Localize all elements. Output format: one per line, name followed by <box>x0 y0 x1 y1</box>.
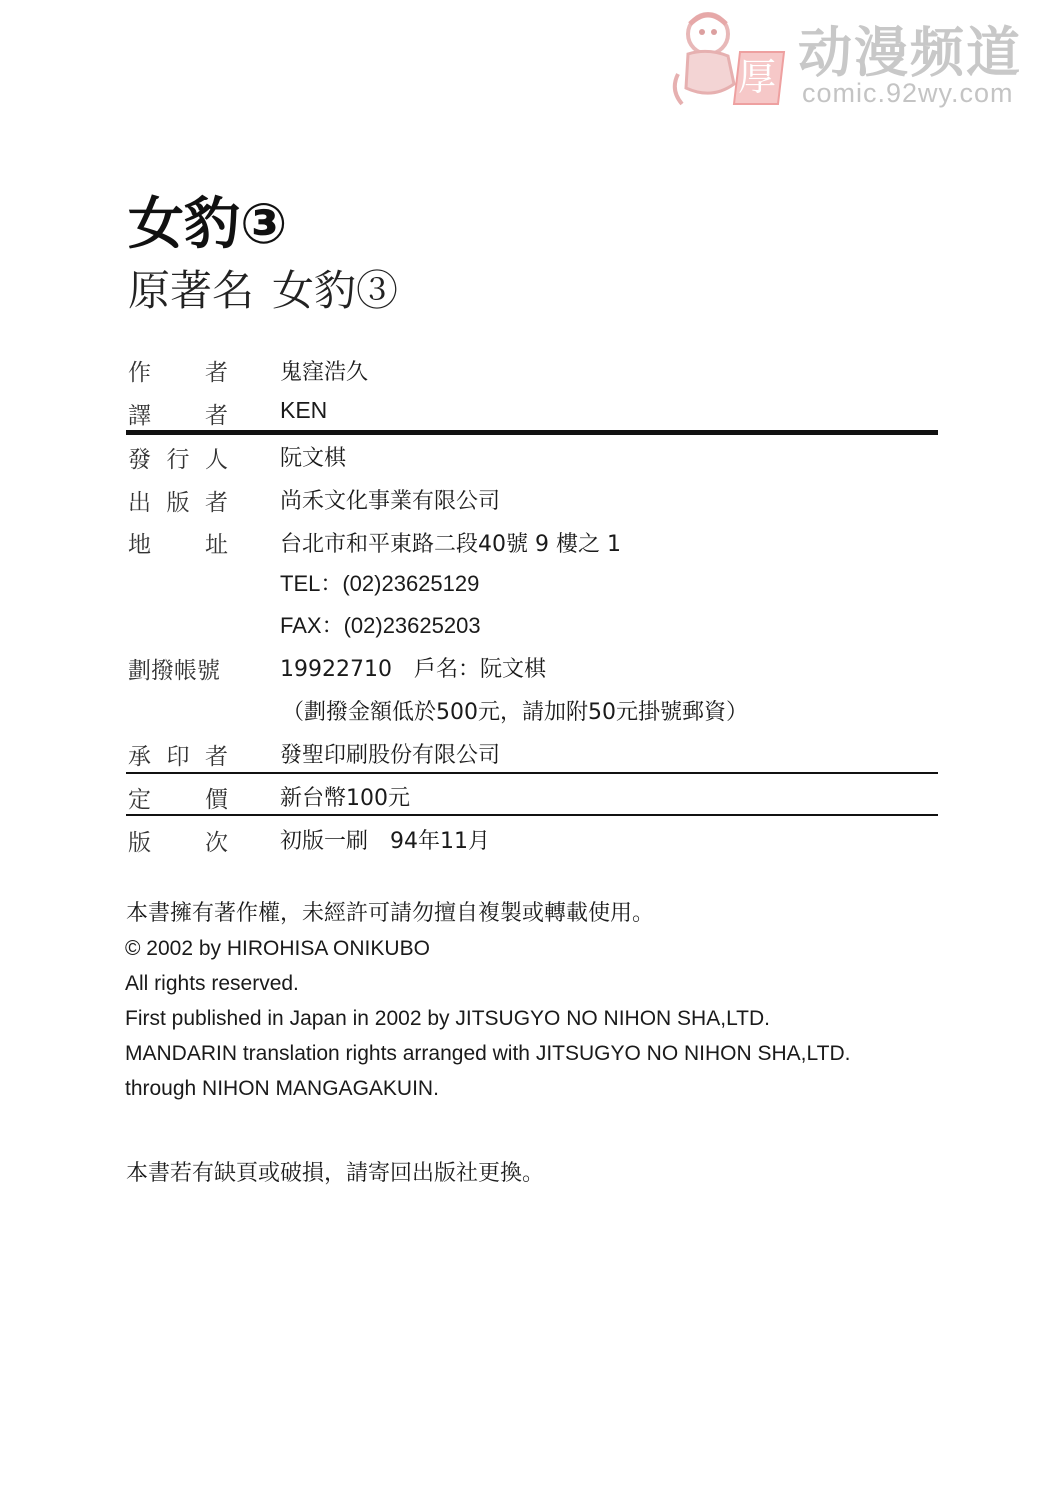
logo-text: 厚 <box>737 55 777 99</box>
watermark <box>668 0 1056 112</box>
postal-account-note: （劃撥金額低於500元，請加附50元掛號郵資） <box>282 700 748 725</box>
price-label: 定價 <box>128 787 228 813</box>
printer-value: 發聖印刷股份有限公司 <box>280 743 501 768</box>
price-value: 新台幣100元 <box>280 786 410 811</box>
publisher-person-label: 發行人 <box>128 447 228 473</box>
publisher-value: 尚禾文化事業有限公司 <box>280 489 501 514</box>
translator-value: KEN <box>280 397 328 423</box>
edition-label: 版次 <box>128 830 228 856</box>
postal-account-value: 19922710 戶名：阮文棋 <box>280 657 546 682</box>
publisher-person-value: 阮文棋 <box>280 446 347 471</box>
watermark-url: comic.92wy.com <box>802 78 1014 108</box>
original-title: 女豹③ <box>272 266 399 315</box>
tel-value: TEL：(02)23625129 <box>280 571 480 596</box>
mascot-logo-icon <box>668 4 792 108</box>
divider-thick <box>126 430 938 435</box>
translator-label: 譯者 <box>128 403 228 429</box>
address-value: 台北市和平東路二段40號 9 樓之 1 <box>280 532 621 557</box>
copyright-notice-zh: 本書擁有著作權，未經許可請勿擅自複製或轉載使用。 <box>126 901 655 926</box>
original-title-line <box>128 258 398 318</box>
divider-thin-1 <box>126 772 938 774</box>
original-title-label: 原著名 <box>128 266 255 315</box>
copyright-line: © 2002 by HIROHISA ONIKUBO <box>125 937 430 960</box>
book-title: 女豹③ <box>128 192 288 257</box>
postal-account-label: 劃撥帳號 <box>128 658 220 684</box>
author-label: 作者 <box>128 360 228 386</box>
divider-thin-2 <box>126 814 938 816</box>
address-label: 地址 <box>128 532 228 558</box>
through-agency: through NIHON MANGAGAKUIN. <box>125 1077 439 1100</box>
printer-label: 承印者 <box>128 744 228 770</box>
translation-rights: MANDARIN translation rights arranged with JITSUGYO NO NIHON SHA,LTD. <box>125 1042 851 1065</box>
replacement-notice: 本書若有缺頁或破損，請寄回出版社更換。 <box>126 1161 545 1186</box>
first-published: First published in Japan in 2002 by JITSUGYO NO NIHON SHA,LTD. <box>125 1007 771 1030</box>
watermark-title: 动漫频道 <box>798 21 1022 84</box>
fax-value: FAX：(02)23625203 <box>280 613 481 638</box>
edition-value: 初版一刷 94年11月 <box>280 829 490 854</box>
rights-reserved: All rights reserved. <box>125 972 299 995</box>
publisher-label: 出版者 <box>128 490 228 516</box>
author-value: 鬼窪浩久 <box>280 360 369 385</box>
